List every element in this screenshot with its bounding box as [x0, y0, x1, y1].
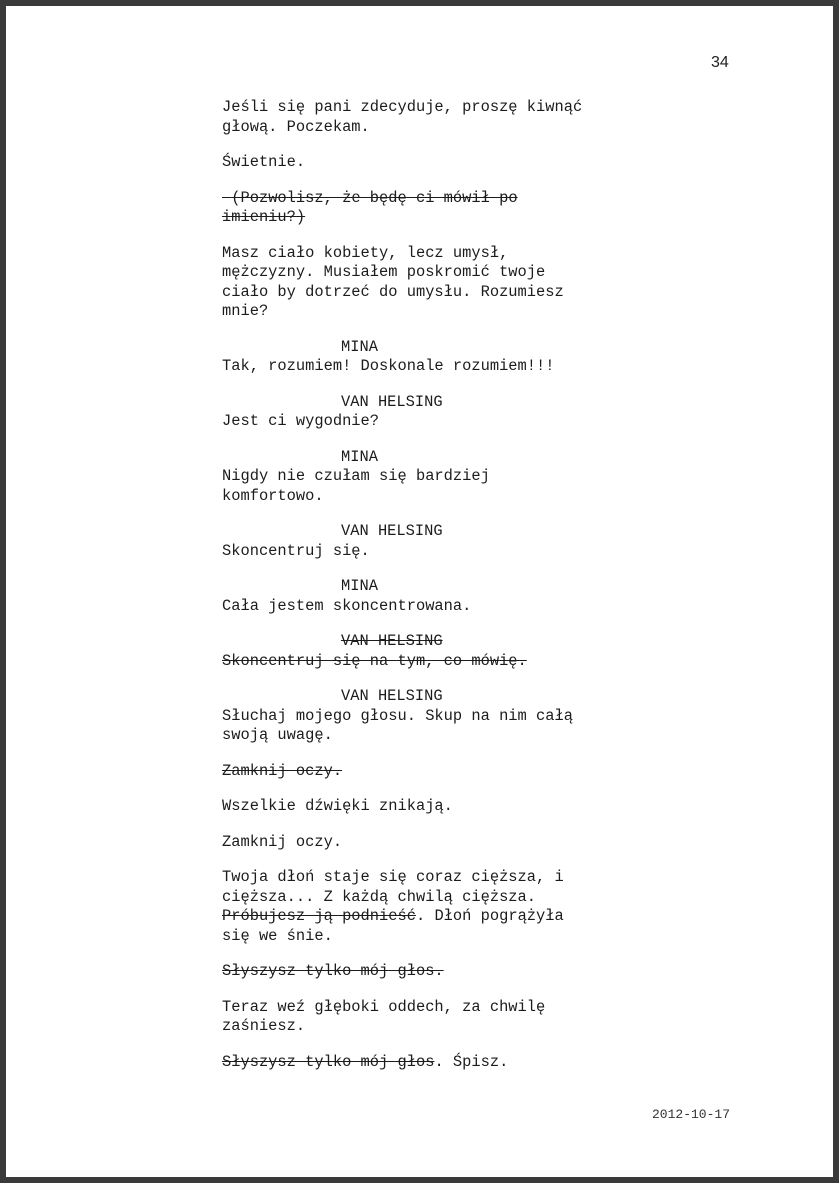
script-body [222, 98, 642, 1088]
dialogue-text: . Dłoń pogrążyła się we śnie. [222, 907, 564, 945]
character-name: VAN HELSING [341, 522, 443, 540]
dialogue-line: Jest ci wygodnie? [222, 412, 380, 430]
dialogue-line: Jeśli się pani zdecyduje, proszę kiwnąć głową. Poczekam. [222, 98, 583, 136]
dialogue-line [222, 1053, 642, 1073]
character-name: MINA [341, 447, 378, 466]
dialogue-line: Wszelkie dźwięki znikają. [222, 797, 453, 815]
character-name: MINA [341, 337, 378, 356]
page-date: 2012-10-17 [652, 1107, 731, 1122]
character-name: MINA [341, 577, 378, 595]
page-number: 34 [711, 54, 729, 71]
dialogue-line: Tak, rozumiem! Doskonale rozumiem!!! [222, 357, 555, 375]
character-name: VAN HELSING [341, 632, 443, 650]
dialogue-line: Nigdy nie czułam się bardziej komfortowo. [222, 467, 490, 505]
dialogue-line: Słuchaj mojego głosu. Skup na nim całą swoją uwagę. [222, 706, 573, 744]
dialogue-line [222, 868, 642, 946]
struck-text: Próbujesz ją podnieść [222, 907, 416, 925]
character-name: VAN HELSING [341, 687, 443, 705]
struck-dialogue-line: Zamknij oczy. [222, 761, 343, 780]
dialogue-line: Cała jestem skoncentrowana. [222, 596, 472, 615]
dialogue-text: . Śpisz. [434, 1052, 509, 1071]
struck-text: Słyszysz tylko mój głos [222, 1052, 435, 1071]
dialogue-line: Teraz weź głęboki oddech, za chwilę zaśniesz. [222, 997, 546, 1035]
script-page [6, 6, 833, 1177]
character-name: VAN HELSING [341, 392, 443, 411]
struck-dialogue-line: Skoncentruj się na tym, co mówię. [222, 651, 527, 670]
struck-dialogue-line: (Pozwolisz, że będę ci mówił po imieniu?) [222, 188, 518, 226]
dialogue-line: Skoncentruj się. [222, 541, 370, 560]
dialogue-line: Zamknij oczy. [222, 832, 343, 851]
struck-dialogue-line: Słyszysz tylko mój głos. [222, 962, 444, 980]
dialogue-line: Świetnie. [222, 153, 306, 171]
dialogue-text: Twoja dłoń staje się coraz cięższa, i cięższa... Z każdą chwilą cięższa. [222, 868, 564, 906]
dialogue-line: Masz ciało kobiety, lecz umysł, mężczyzny. Musiałem poskromić twoje ciało by dotrzeć do umysłu. Rozumiesz mnie? [222, 243, 564, 320]
